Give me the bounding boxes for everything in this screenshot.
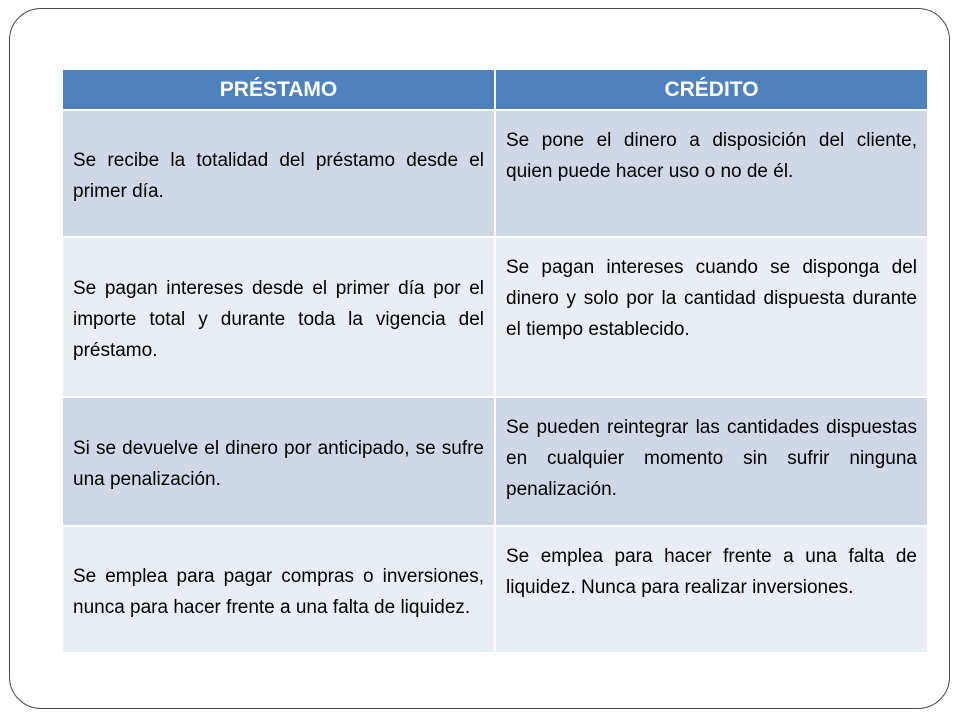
- prestamo-cell: Se pagan intereses desde el primer día por el importe total y durante toda la vigencia del préstamo.: [63, 237, 495, 397]
- table-row: [63, 237, 927, 397]
- credito-cell: Se pueden reintegrar las cantidades dispuestas en cualquier momento sin sufrir ninguna penalización.: [495, 397, 927, 526]
- table-row: [63, 397, 927, 526]
- table-row: [63, 526, 927, 653]
- prestamo-cell: Si se devuelve el dinero por anticipado, se sufre una penalización.: [63, 397, 495, 526]
- prestamo-cell: Se recibe la totalidad del préstamo desde el primer día.: [63, 110, 495, 237]
- credito-cell: Se pone el dinero a disposición del cliente, quien puede hacer uso o no de él.: [495, 110, 927, 237]
- header-prestamo: PRÉSTAMO: [63, 70, 495, 110]
- credito-cell: Se pagan intereses cuando se disponga del dinero y solo por la cantidad dispuesta durante el tiempo establecido.: [495, 237, 927, 397]
- table-row: [63, 110, 927, 237]
- prestamo-cell: Se emplea para pagar compras o inversiones, nunca para hacer frente a una falta de liquidez.: [63, 526, 495, 653]
- table-header-row: [63, 70, 927, 110]
- comparison-table: [63, 70, 927, 654]
- credito-cell: Se emplea para hacer frente a una falta de liquidez. Nunca para realizar inversiones.: [495, 526, 927, 653]
- slide-frame: [9, 8, 950, 709]
- header-credito: CRÉDITO: [495, 70, 927, 110]
